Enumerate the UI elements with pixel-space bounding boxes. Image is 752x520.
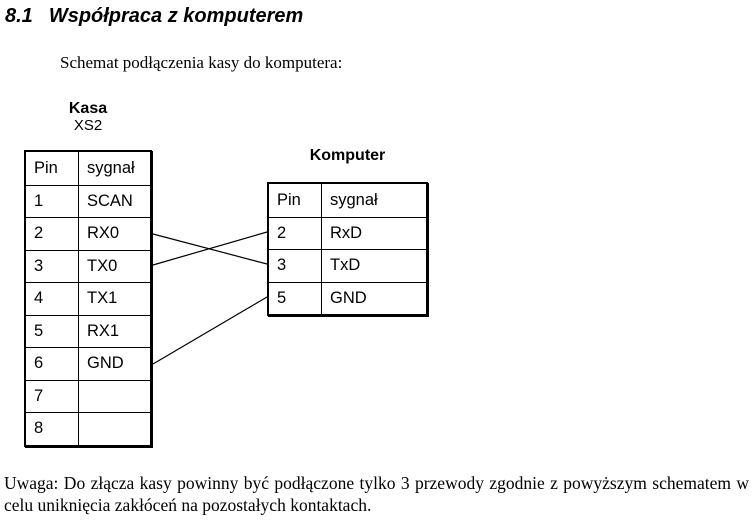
table-row xyxy=(26,217,150,250)
signal-cell: SCAN xyxy=(87,191,133,210)
diagram-caption: Schemat podłączenia kasy do komputera: xyxy=(60,53,343,72)
table-row xyxy=(26,412,150,445)
pin-cell: 2 xyxy=(269,218,322,250)
table-row xyxy=(26,250,150,283)
signal-cell xyxy=(79,381,150,413)
pin-cell: 5 xyxy=(269,283,322,315)
pin-cell: 7 xyxy=(26,381,79,413)
kasa-label-group xyxy=(24,100,152,134)
signal-cell: TxD xyxy=(330,256,361,275)
pin-cell: 3 xyxy=(269,250,322,282)
pin-header-cell: Pin xyxy=(26,152,79,185)
table-header-row xyxy=(269,184,426,217)
pin-cell: 4 xyxy=(26,283,79,315)
pin-cell: 2 xyxy=(26,218,79,250)
signal-cell: GND xyxy=(87,354,124,373)
signal-cell: RxD xyxy=(330,223,363,242)
signal-cell: TX1 xyxy=(87,289,118,308)
table-row xyxy=(269,217,426,250)
pin-cell: 8 xyxy=(26,413,79,445)
table-row xyxy=(269,249,426,282)
wire-rx0-to-txd xyxy=(153,234,267,264)
pin-cell: 5 xyxy=(26,316,79,348)
section-heading xyxy=(5,5,303,28)
signal-header-cell: sygnał xyxy=(330,190,378,209)
section-title: Współpraca z komputerem xyxy=(48,5,304,27)
signal-cell xyxy=(79,413,150,445)
kasa-title: Kasa xyxy=(68,100,108,117)
pin-cell: 1 xyxy=(26,186,79,218)
pin-cell: 6 xyxy=(26,348,79,380)
table-row xyxy=(26,282,150,315)
table-row xyxy=(26,315,150,348)
signal-cell: GND xyxy=(330,288,367,307)
pin-header-cell: Pin xyxy=(269,184,322,217)
kasa-connector-name: XS2 xyxy=(73,117,103,134)
section-number: 8.1 xyxy=(5,5,33,27)
wire-gnd-to-gnd xyxy=(153,297,267,364)
pin-cell: 3 xyxy=(26,251,79,283)
signal-cell: RX0 xyxy=(87,224,120,243)
kasa-pin-table xyxy=(24,150,152,447)
wire-tx0-to-rxd xyxy=(153,232,267,265)
signal-cell: TX0 xyxy=(87,256,118,275)
table-row xyxy=(269,282,426,315)
signal-cell: RX1 xyxy=(87,321,120,340)
table-row xyxy=(26,380,150,413)
table-row xyxy=(26,347,150,380)
table-row xyxy=(26,185,150,218)
komputer-pin-table xyxy=(267,182,428,316)
footer-note: Uwaga: Do złącza kasy powinny być podłączone tylko 3 przewody zgodnie z powyższym schematem w celu uniknięcia zakłóceń na pozostałych kontaktach. xyxy=(4,473,749,515)
komputer-title: Komputer xyxy=(309,147,386,164)
table-header-row xyxy=(26,152,150,185)
signal-header-cell: sygnał xyxy=(87,158,135,177)
